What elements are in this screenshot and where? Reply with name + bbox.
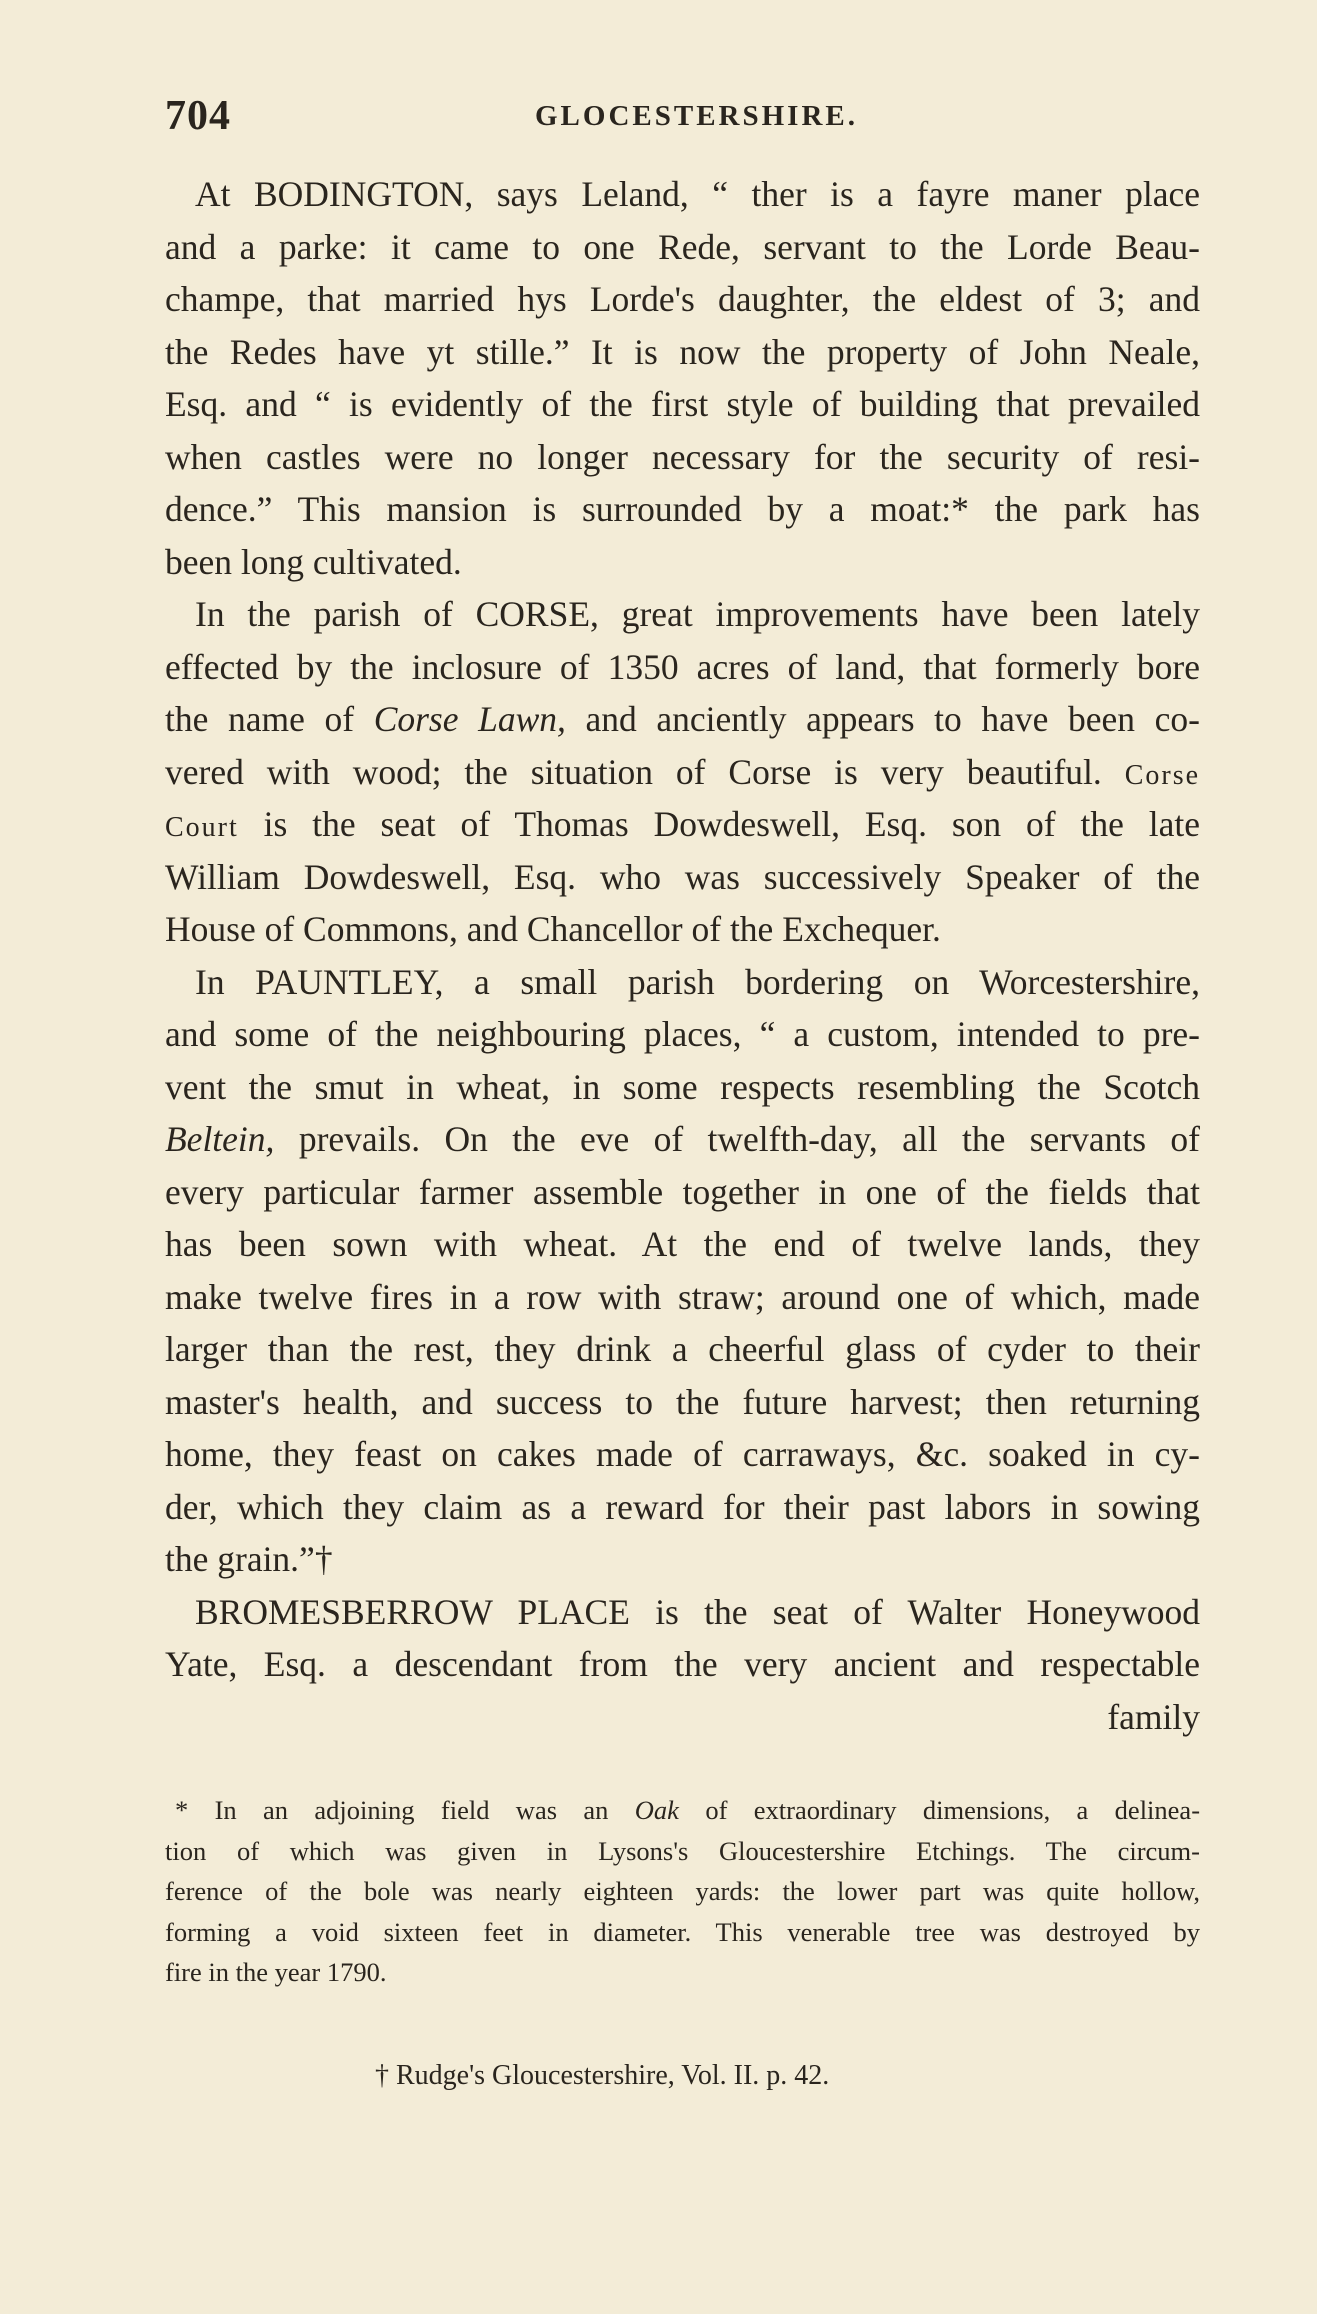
body-text <box>165 168 1200 1743</box>
small-caps-name: Corse <box>1124 759 1201 791</box>
footnote-star <box>165 1790 1200 1993</box>
text-line: BROMESBERROW PLACE is the seat of Walter Honeywood <box>195 1591 1200 1632</box>
running-head: GLOCESTERSHIRE. <box>535 100 859 132</box>
footnote-line: tion of which was given in Lysons's Gloucestershire Etchings. The circum- <box>165 1835 1200 1866</box>
text-line: effected by the inclosure of 1350 acres of land, that formerly bore <box>165 646 1200 687</box>
text-line: dence.” This mansion is surrounded by a moat:* the park has <box>165 489 1200 529</box>
text-line: Yate, Esq. a descendant from the very ancient and respectable <box>165 1644 1200 1684</box>
text-line <box>165 746 1200 799</box>
text-segment: * In an adjoining field was an <box>175 1795 609 1825</box>
small-caps-name: Court <box>165 812 239 843</box>
text-line <box>165 798 1200 851</box>
text-line: home, they feast on cakes made of carraways, &c. soaked in cy- <box>165 1434 1200 1474</box>
text-line: master's health, and success to the future harvest; then returning <box>165 1381 1200 1422</box>
text-line: vent the smut in wheat, in some respects resembling the Scotch <box>165 1066 1200 1107</box>
text-line: every particular farmer assemble together in one of the fields that <box>165 1171 1200 1212</box>
page-header <box>165 92 1165 142</box>
text-line: and a parke: it came to one Rede, servant to the Lorde Beau- <box>165 226 1200 267</box>
text-line: been long cultivated. <box>165 541 462 582</box>
italic-term: Oak <box>634 1795 679 1825</box>
text-line: and some of the neighbouring places, “ a custom, intended to pre- <box>165 1014 1200 1054</box>
text-segment: vered with wood; the situation of Corse is very beautiful. <box>165 751 1102 792</box>
text-segment: prevails. On the eve of twelfth-day, all the servants of <box>298 1119 1200 1159</box>
catchword: family <box>1107 1696 1200 1737</box>
footnote-line: fire in the year 1790. <box>165 1957 387 1987</box>
text-line: In PAUNTLEY, a small parish bordering on Worcestershire, <box>195 961 1200 1002</box>
footnote-dagger: † Rudge's Gloucestershire, Vol. II. p. 42. <box>375 2060 830 2091</box>
text-line: make twelve fires in a row with straw; around one of which, made <box>165 1276 1200 1317</box>
text-line <box>165 1113 1200 1166</box>
text-line: the grain.”† <box>165 1539 333 1579</box>
text-line: larger than the rest, they drink a cheerful glass of cyder to their <box>165 1329 1200 1369</box>
text-line: House of Commons, and Chancellor of the Exchequer. <box>165 909 941 949</box>
text-line: Esq. and “ is evidently of the first style of building that prevailed <box>165 384 1200 424</box>
text-line: when castles were no longer necessary for the security of resi- <box>165 436 1200 477</box>
page-number: 704 <box>165 93 231 139</box>
footnote-line: forming a void sixteen feet in diameter. This venerable tree was destroyed by <box>165 1916 1200 1947</box>
text-line: At BODINGTON, says Leland, “ ther is a fayre maner place <box>195 174 1200 214</box>
italic-term: Beltein, <box>165 1119 275 1159</box>
text-line: has been sown with wheat. At the end of twelve lands, they <box>165 1224 1200 1264</box>
text-line: champe, that married hys Lorde's daughter, the eldest of 3; and <box>165 279 1200 319</box>
text-segment: the name of <box>165 699 355 739</box>
footnote-line <box>165 1790 1200 1831</box>
text-line: the Redes have yt stille.” It is now the property of John Neale, <box>165 331 1200 372</box>
text-line: William Dowdeswell, Esq. who was successively Speaker of the <box>165 856 1200 897</box>
text-segment: of extraordinary dimensions, a delinea- <box>705 1795 1201 1825</box>
text-segment: and anciently appears to have been co- <box>585 699 1200 739</box>
text-line: In the parish of CORSE, great improvements have been lately <box>195 594 1200 634</box>
text-line: der, which they claim as a reward for their past labors in sowing <box>165 1486 1200 1527</box>
text-segment: is the seat of Thomas Dowdeswell, Esq. son of the late <box>263 804 1200 844</box>
italic-place-name: Corse Lawn, <box>373 699 566 739</box>
footnote-line: ference of the bole was nearly eighteen yards: the lower part was quite hollow, <box>165 1876 1200 1906</box>
text-line <box>165 693 1200 746</box>
